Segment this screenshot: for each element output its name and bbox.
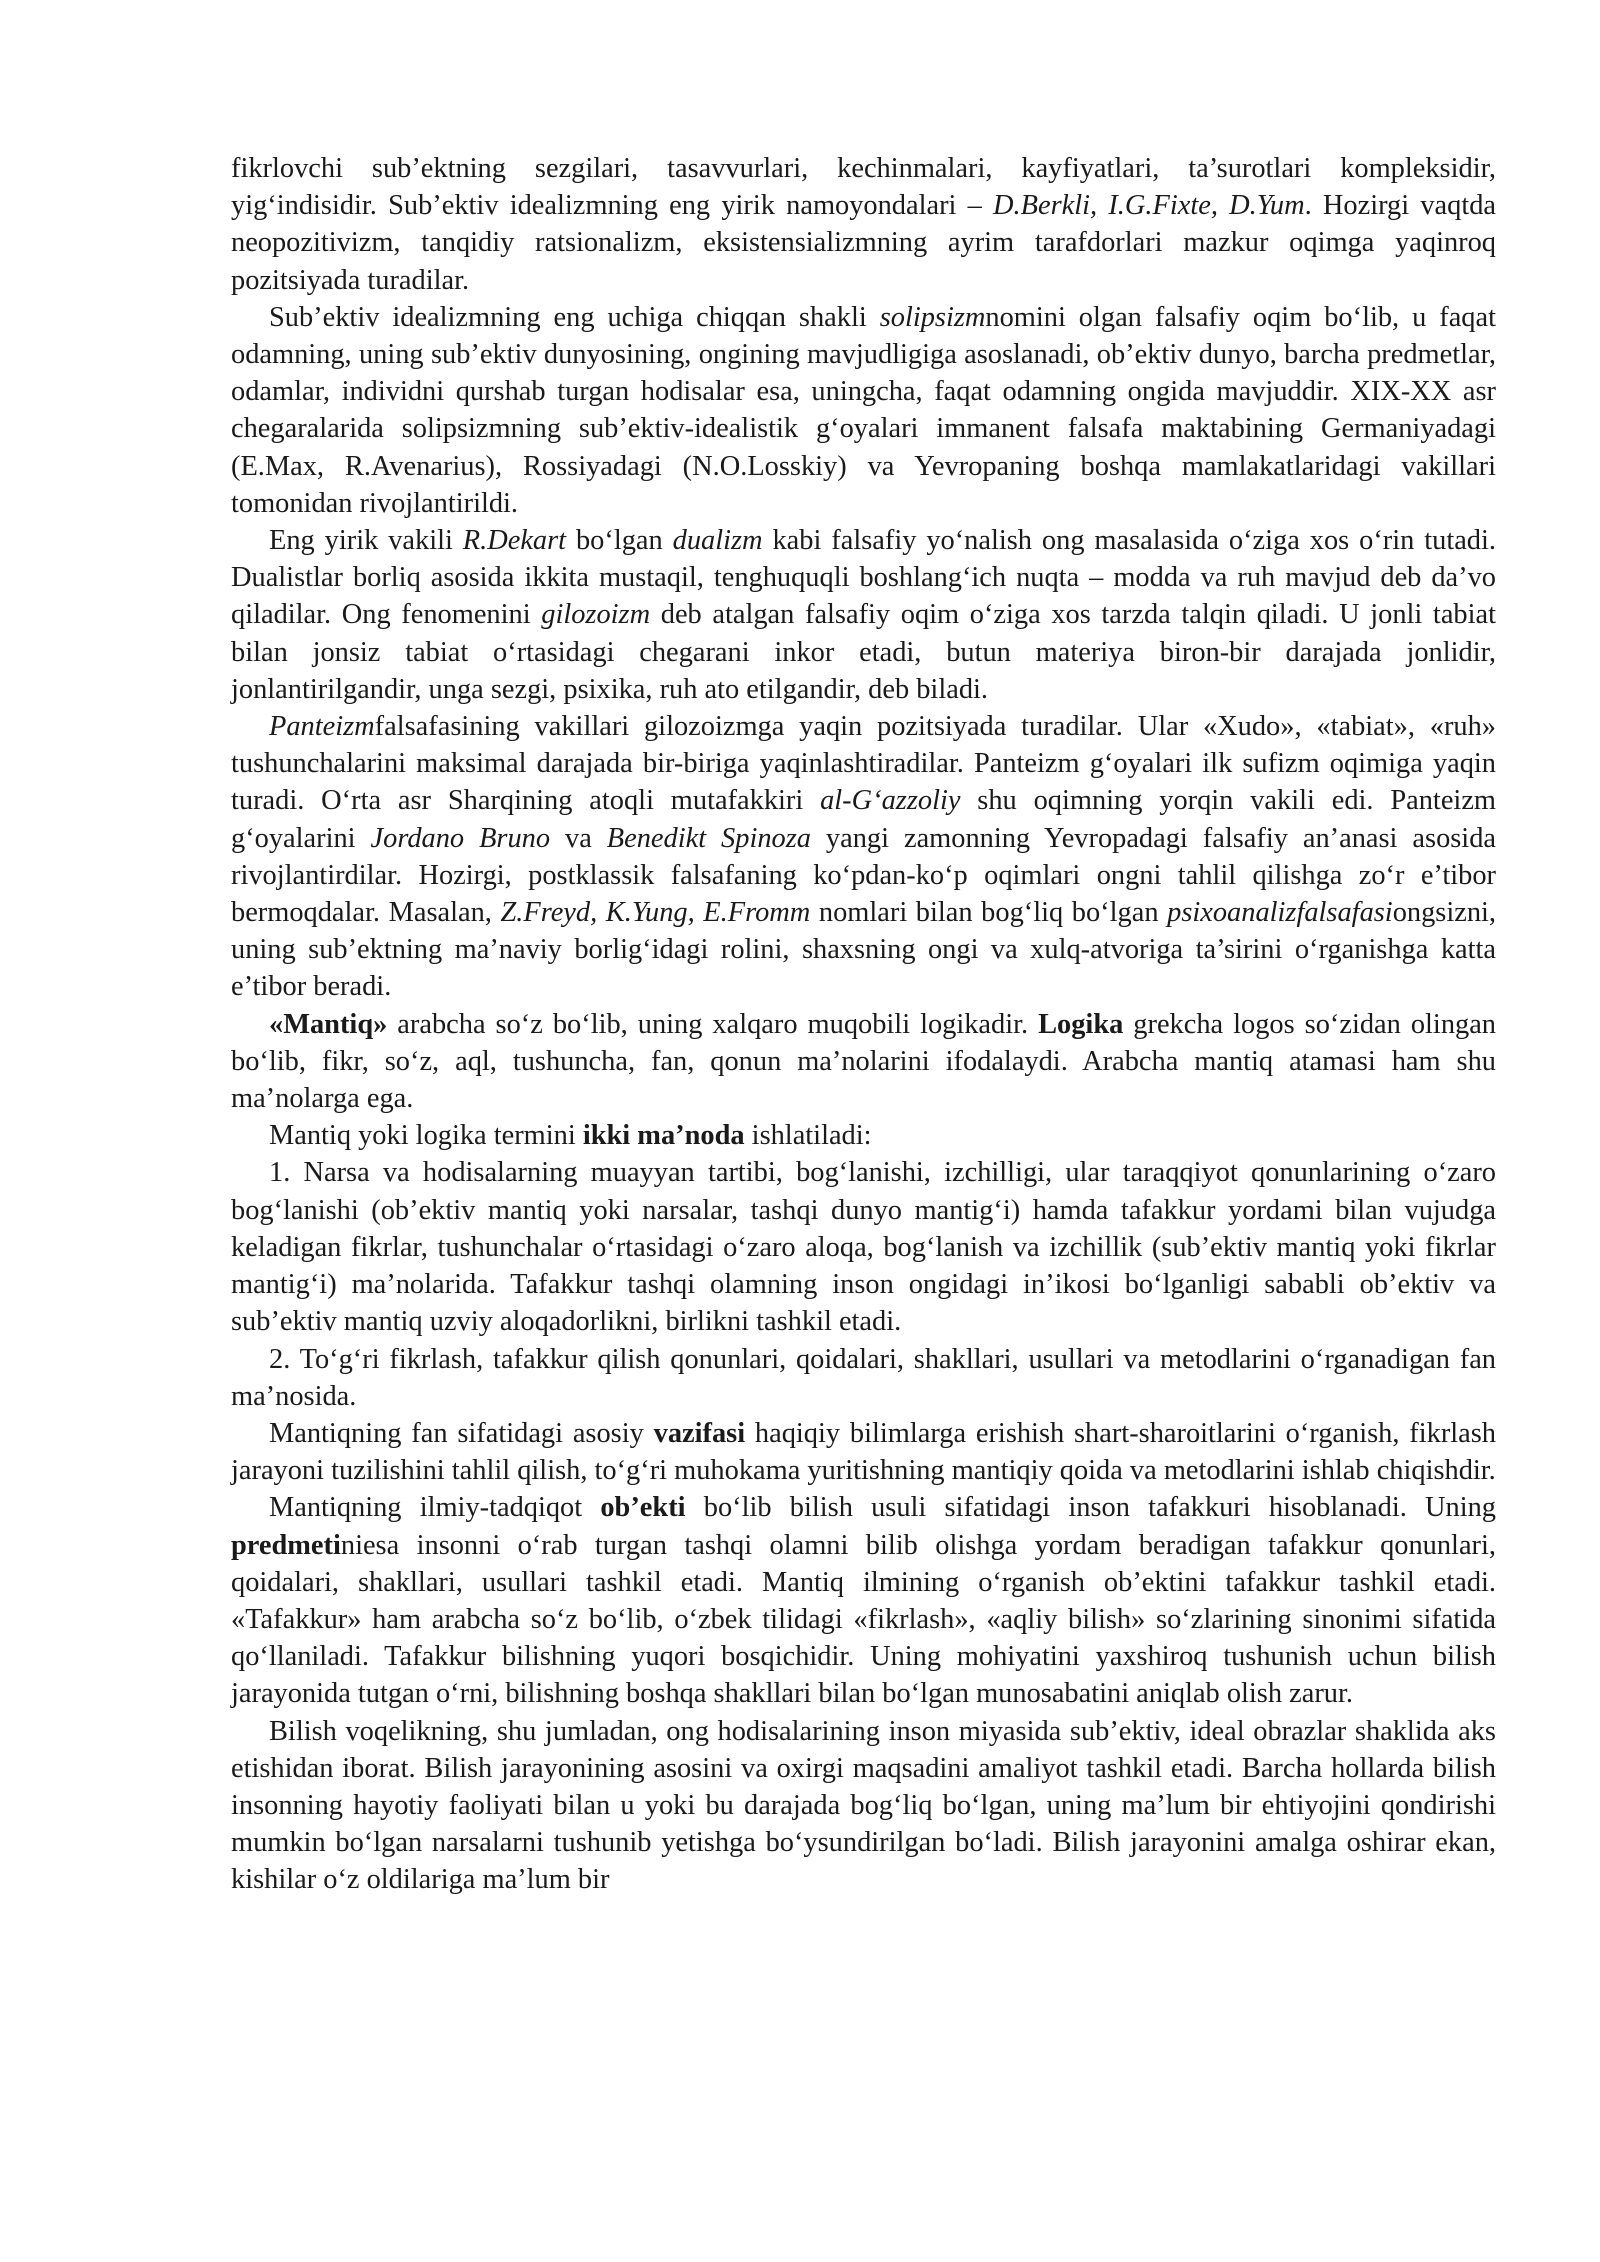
document-page: [231, 150, 1496, 1899]
text-run: yangi zamonning Yevropadagi falsafiy an’anasi asosida rivojlantirdilar. Hozirgi, postklassik falsafaning ko‘pdan-ko‘p oqimlari ongni tahlil qilishga zo‘r e’tibor bermoqdalar. Masalan,: [231, 822, 1496, 929]
text-run: kabi falsafiy yo‘nalish ong masalasida o‘ziga xos o‘rin tutadi. Dualistlar borliq asosida ikkita mustaqil, tenghuquqli boshlang‘ich nuqta – modda va ruh mavjud deb da’vo qiladilar. Ong fenomenini: [231, 525, 1496, 631]
text-run: ongsizni, uning sub’ektning ma’naviy borlig‘idagi rolini, shaxsning ongi va xulq-atvoriga ta’sirini o‘rganishga katta e’tibor beradi.: [231, 897, 1497, 1003]
text-run: «Mantiq»: [269, 1008, 388, 1040]
text-run: bo‘lgan: [566, 525, 673, 557]
text-run: nomini olgan falsafiy oqim bo‘lib, u faqat odamning, uning sub’ektiv dunyosining, ongining mavjudligiga asoslanadi, ob’ektiv dunyo, barcha predmetlar, odamlar, individni qurshab turgan hodisalar esa, uningcha, faqat odamning ongida mavjuddir. XIX-XX asr chegaralarida solipsizmning sub’ektiv-idealistik g‘oyalari immanent falsafa maktabining Germaniyadagi (E.Max, R.Avenarius), Rossiyadagi (N.O.Losskiy) va Yevropaning boshqa mamlakatlaridagi vakillari tomonidan rivojlantirildi.: [231, 301, 1496, 519]
paragraph: [231, 150, 1496, 299]
paragraph: [231, 299, 1496, 522]
text-run: ishlatiladi:: [744, 1120, 872, 1152]
text-run: solipsizm: [879, 301, 986, 333]
text-run: ob’ekti: [600, 1492, 686, 1524]
text-run: . Hozirgi vaqtda neopozitivizm, tanqidiy ratsionalizm, eksistensializmning ayrim tarafdorlari mazkur oqimga yaqinroq pozitsiyada turadilar.: [231, 190, 1497, 296]
text-run: bo‘lib bilish usuli sifatidagi inson tafakkuri hisoblanadi. Uning: [685, 1492, 1496, 1524]
paragraph: [231, 1489, 1496, 1712]
text-run: Logika: [1038, 1008, 1124, 1040]
paragraph: [231, 1154, 1496, 1340]
text-run: Sub’ektiv idealizmning eng uchiga chiqqan shakli: [269, 301, 880, 333]
text-run: al-G‘azzoliy: [820, 785, 961, 817]
text-run: 1. Narsa va hodisalarning muayyan tartibi, bog‘lanishi, izchilligi, ular taraqqiyot qonunlarining o‘zaro bog‘lanishi (ob’ektiv mantiq yoki narsalar, tashqi dunyo mantig‘i) hamda tafakkur yordami bilan vujudga keladigan fikrlar, tushunchalar o‘rtasidagi o‘zaro aloqa, bog‘lanish va izchillik (sub’ektiv mantiq yoki fikrlar mantig‘i) ma’nolarida. Tafakkur tashqi olamning inson ongidagi in’ikosi bo‘lganligi sababli ob’ektiv va sub’ektiv mantiq uzviy aloqadorlikni, birlikni tashkil etadi.: [231, 1157, 1496, 1338]
text-run: nomlari bilan bog‘liq bo‘lgan: [810, 897, 1168, 929]
paragraph: [231, 522, 1496, 708]
text-run: deb atalgan falsafiy oqim o‘ziga xos tarzda talqin qiladi. U jonli tabiat bilan jonsiz tabiat o‘rtasidagi chegarani inkor etadi, butun materiya biron-bir darajada jonlidir, jonlantirilgandir, unga sezgi, psixika, ruh ato etilgandir, deb biladi.: [231, 599, 1496, 705]
text-run: haqiqiy bilimlarga erishish shart-sharoitlarini o‘rganish, fikrlash jarayoni tuzilishini tahlil qilish, to‘g‘ri muhokama yuritishning mantiqiy qoida va metodlarini ishlab chiqishdir.: [231, 1417, 1496, 1487]
text-run: dualizm: [672, 525, 763, 557]
text-run: Mantiqning ilmiy-tadqiqot: [269, 1492, 601, 1524]
text-run: Mantiqning fan sifatidagi asosiy: [269, 1417, 654, 1449]
text-run: D.Berkli: [993, 190, 1091, 222]
text-run: 2. To‘g‘ri fikrlash, tafakkur qilish qonunlari, qoidalari, shakllari, usullari va metodlarini o‘rganadigan fan ma’nosida.: [231, 1343, 1496, 1412]
text-run: predmeti: [231, 1529, 341, 1561]
text-run: I.G.Fixte, D.Yum: [1097, 190, 1305, 222]
text-run: vazifasi: [653, 1417, 746, 1449]
text-run: Bilish voqelikning, shu jumladan, ong hodisalarining inson miyasida sub’ektiv, ideal obrazlar shaklida aks etishidan iborat. Bilish jarayonining asosini va oxirgi maqsadini amaliyot tashkil etadi. Barcha hollarda bilish insonning hayotiy faoliyati bilan u yoki bu darajada bog‘liq bo‘lgan, uning ma’lum bir ehtiyojini qondirishi mumkin bo‘lgan narsalarni tushunib yetishga bo‘ysundirilgan bo‘ladi. Bilish jarayonini amalga oshirar ekan, kishilar o‘z oldilariga ma’lum bir: [231, 1715, 1496, 1896]
text-run: psixoanalizfalsafasi: [1167, 897, 1393, 929]
text-run: falsafasining vakillari gilozoizmga yaqin pozitsiyada turadilar. Ular «Xudo», «tabiat», «ruh» tushunchalarini maksimal darajada bir-biriga yaqinlashtiradilar. Panteizm g‘oyalari ilk sufizm oqimiga yaqin turadi. O‘rta asr Sharqining atoqli mutafakkiri: [231, 711, 1496, 817]
text-run: arabcha so‘z bo‘lib, uning xalqaro muqobili logikadir.: [387, 1008, 1039, 1040]
paragraph: [231, 1006, 1496, 1118]
paragraph: [231, 1415, 1496, 1489]
text-run: shu oqimning yorqin vakili edi. Panteizm g‘oyalarini: [231, 785, 1496, 854]
text-run: ,: [1090, 190, 1098, 222]
text-run: Mantiq yoki logika termini: [269, 1120, 583, 1152]
paragraph: [231, 1713, 1496, 1899]
text-run: Jordano Bruno: [370, 822, 551, 854]
paragraph: [231, 708, 1496, 1006]
text-run: ikki ma’noda: [582, 1120, 745, 1152]
text-run: grekcha logos so‘zidan olingan bo‘lib, fikr, so‘z, aql, tushuncha, fan, qonun ma’nolarini ifodalaydi. Arabcha mantiq atamasi ham shu ma’nolarga ega.: [231, 1008, 1496, 1115]
paragraph: [231, 1341, 1496, 1415]
text-run: fikrlovchi sub’ektning sezgilari, tasavvurlari, kechinmalari, kayfiyatlari, ta’surotlari kompleksidir, yig‘indisidir. Sub’ektiv idealizmning eng yirik namoyondalari –: [231, 153, 1496, 222]
text-run: R.Dekart: [462, 525, 567, 557]
text-run: Benedikt Spinoza: [606, 822, 811, 854]
text-run: Eng yirik vakili: [269, 525, 463, 557]
text-run: va: [550, 822, 607, 854]
text-run: gilozoizm: [541, 599, 651, 631]
text-run: Panteizm: [269, 711, 375, 743]
text-run: Z.Freyd, K.Yung, E.Fromm: [500, 897, 811, 929]
text-run: niesa insonni o‘rab turgan tashqi olamni bilib olishga yordam beradigan tafakkur qonunlari, qoidalari, shakllari, usullari tashkil etadi. Mantiq ilmining o‘rganish ob’ektini tafakkur tashkil etadi. «Tafakkur» ham arabcha so‘z bo‘lib, o‘zbek tilidagi «fikrlash», «aqliy bilish» so‘zlarining sinonimi sifatida qo‘llaniladi. Tafakkur bilishning yuqori bosqichidir. Uning mohiyatini yaxshiroq tushunish uchun bilish jarayonida tutgan o‘rni, bilishning boshqa shakllari bilan bo‘lgan munosabatini aniqlab olish zarur.: [231, 1529, 1496, 1710]
paragraph: [231, 1117, 1496, 1154]
